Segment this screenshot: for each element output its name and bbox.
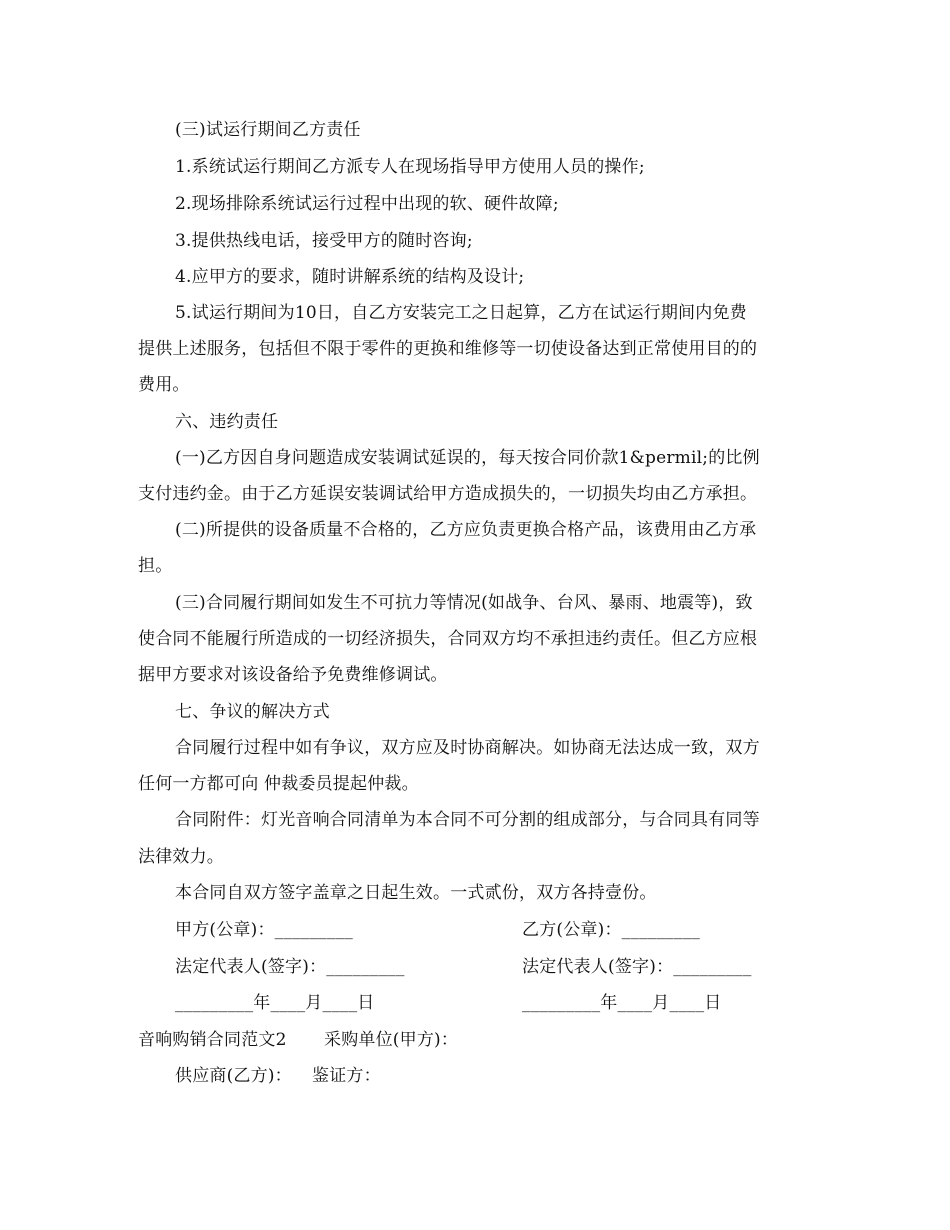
- template-title: 音响购销合同范文2: [138, 1030, 287, 1050]
- list-item: 4.应甲方的要求，随时讲解系统的结构及设计;: [175, 267, 525, 287]
- section-heading: 七、争议的解决方式: [175, 702, 330, 722]
- paragraph-line: 支付违约金。由于乙方延误安装调试给甲方造成损失的，一切损失均由乙方承担。: [138, 484, 758, 504]
- list-item: 5.试运行期间为10日，自乙方安装完工之日起算，乙方在试运行期间内免费: [175, 303, 747, 323]
- list-item: 3.提供热线电话，接受甲方的随时咨询;: [175, 231, 473, 251]
- paragraph-line: 合同附件：灯光音响合同清单为本合同不可分割的组成部分，与合同具有同等: [175, 810, 760, 830]
- witness-label: 鉴证方：: [312, 1066, 381, 1086]
- section-heading: (三)试运行期间乙方责任: [175, 120, 361, 140]
- paragraph-line: 使合同不能履行所造成的一切经济损失，合同双方均不承担违约责任。但乙方应根: [138, 629, 758, 649]
- paragraph-line: (三)合同履行期间如发生不可抗力等情况(如战争、台风、暴雨、地震等)，致: [175, 593, 753, 613]
- party-a-representative: 法定代表人(签字)：_________: [175, 957, 405, 977]
- section-heading: 六、违约责任: [175, 412, 279, 432]
- list-item: 1.系统试运行期间乙方派专人在现场指导甲方使用人员的操作;: [175, 157, 645, 177]
- paragraph-line: (二)所提供的设备质量不合格的，乙方应负责更换合格产品，该费用由乙方承: [175, 520, 757, 540]
- paragraph-line: 合同履行过程中如有争议，双方应及时协商解决。如协商无法达成一致，双方: [175, 738, 760, 758]
- paragraph-line: 法律效力。: [138, 847, 224, 867]
- party-a-seal: 甲方(公章)：_________: [175, 920, 353, 940]
- party-b-seal: 乙方(公章)：_________: [522, 920, 700, 940]
- buyer-label: 采购单位(甲方)：: [324, 1030, 459, 1050]
- supplier-label: 供应商(乙方)：: [175, 1066, 292, 1086]
- party-b-representative: 法定代表人(签字)：_________: [522, 957, 752, 977]
- paragraph-line: 据甲方要求对该设备给予免费维修调试。: [138, 665, 448, 685]
- list-item: 2.现场排除系统试运行过程中出现的软、硬件故障;: [175, 194, 559, 214]
- paragraph-line: 担。: [138, 556, 173, 576]
- paragraph-line: (一)乙方因自身问题造成安装调试延误的，每天按合同价款1&permil;的比例: [175, 448, 760, 468]
- party-a-date: _________年____月____日: [175, 993, 375, 1013]
- party-b-date: _________年____月____日: [522, 993, 722, 1013]
- paragraph-line: 费用。: [138, 375, 190, 395]
- paragraph-line: 本合同自双方签字盖章之日起生效。一式贰份，双方各持壹份。: [175, 883, 657, 903]
- paragraph-line: 提供上述服务，包括但不限于零件的更换和维修等一切使设备达到正常使用目的的: [138, 339, 758, 359]
- paragraph-line: 任何一方都可向 仲裁委员提起仲裁。: [138, 774, 419, 794]
